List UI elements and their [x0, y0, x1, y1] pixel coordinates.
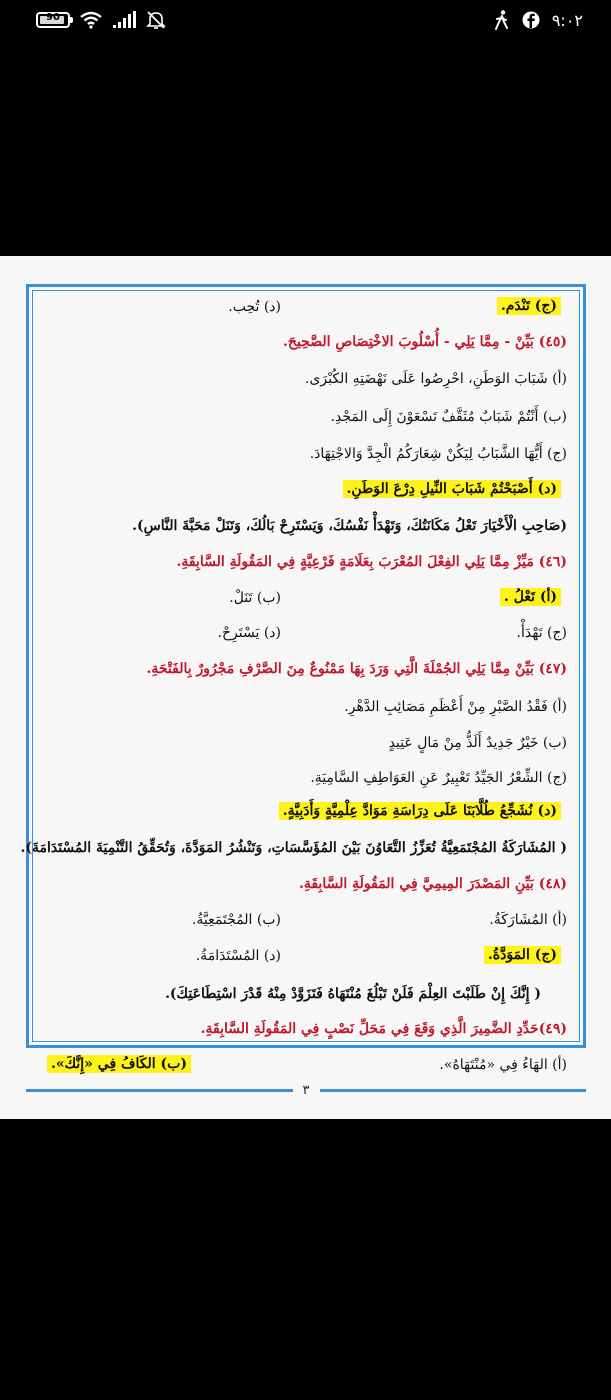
status-left-group: [36, 10, 166, 30]
question-47-option-c: (ج) الشِّعْرُ الجَيِّدُ تَعْبِيرٌ عَنِ العَوَاطِفِ السَّامِيَةِ.: [310, 770, 567, 786]
facebook-icon: [522, 11, 540, 29]
page-number: ٣: [293, 1083, 320, 1098]
question-46: (٤٦) مَيِّزْ مِمَّا يَلِي الفِعْلَ المُعْرَبَ بِعَلَامَةٍ فَرْعِيَّةٍ فِي المَقُولَةِ السَّابِقَةِ.: [176, 554, 567, 570]
battery-level: 90: [46, 12, 60, 23]
walking-icon: [494, 10, 510, 30]
question-48-option-b: (ب) المُجْتَمَعِيَّةُ.: [191, 912, 281, 928]
question-45-option-d: (د) أَصْبَحْتُمْ شَبَابَ النِّيلِ دِرْعَ الوَطَنِ.: [343, 478, 561, 500]
signal-icon: [112, 11, 136, 29]
quote-2: ( المُشَارَكَةُ المُجْتَمَعِيَّةُ تُعَزِّزُ التَّعَاوُنَ بَيْنَ المُؤَسَّسَاتِ، وَتَنْشُرُ المَوَدَّةَ، وَتُحَقِّقُ التَّنْمِيَةَ المُسْتَدَامَةَ).: [20, 840, 567, 856]
question-49: (٤٩)حَدِّدِ الضَّمِيرَ الَّذِي وَقَعَ فِي مَحَلِّ نَصْبٍ فِي المَقُولَةِ السَّابِقَةِ.: [200, 1021, 567, 1037]
question-48-option-d: (د) المُسْتَدَامَةُ.: [195, 948, 281, 964]
question-49-option-b: (ب) الكَافُ فِي «إِنَّكَ».: [47, 1053, 191, 1075]
page-number-bar: [26, 1078, 586, 1102]
question-46-option-d: (د) يَسْتَرِحْ.: [217, 625, 281, 641]
status-bar: [0, 0, 611, 46]
question-46-option-c: (ج) تَهْدَأْ.: [516, 625, 567, 641]
status-right-group: [494, 10, 583, 30]
question-45-option-b: (ب) أَنْتُمْ شَبَابٌ مُثَقَّفٌ تَسْعَوْنَ إِلَى المَجْدِ.: [330, 409, 567, 425]
question-47-option-a: (أ) فَقْدُ الصَّبْرِ مِنْ أَعْظَمِ مَصَائِبِ الدَّهْرِ.: [344, 699, 567, 715]
question-48-option-c: (ج) المَوَدَّةُ.: [484, 944, 561, 966]
question-48: (٤٨) بَيِّنِ المَصْدَرَ المِيمِيَّ فِي المَقُولَةِ السَّابِقَةِ.: [298, 876, 567, 892]
battery-icon: [36, 12, 70, 28]
wifi-icon: [80, 11, 102, 29]
question-46-option-a: (أ) تَعْلُ .: [500, 586, 561, 608]
question-45-option-c: (ج) أَيُّهَا الشَّبَابُ لِيَكُنْ شِعَارَكُمُ الْجِدَّ وَالاجْتِهَادَ.: [309, 446, 567, 462]
quote-3: ( إِنَّكَ إِنْ طَلَبْتَ العِلْمَ فَلَنْ تَبْلُغَ مُنْتَهَاهُ فَتَزَوَّدْ مِنْهُ قَدْرَ اسْتِطَاعَتِكَ).: [165, 986, 541, 1002]
question-47-option-d: (د) نُشَجِّعُ طُلَّابَنَا عَلَى دِرَاسَةِ مَوَادَّ عِلْمِيَّةٍ وَأَدَبِيَّةٍ.: [279, 800, 561, 822]
question-45: (٤٥) بَيِّنْ - مِمَّا يَلِي - أُسْلُوبَ الاخْتِصَاصِ الصَّحِيحَ.: [283, 334, 567, 350]
notifications-off-icon: [146, 10, 166, 30]
question-45-option-a: (أ) شَبَابَ الوَطَنِ، احْرِصُوا عَلَى نَهْضَتِهِ الكُبْرَى.: [304, 371, 567, 387]
document-page: [0, 256, 611, 1119]
question-47-option-b: (ب) خَيْرٌ جَدِيدٌ أَلَذُّ مِنْ مَالٍ عَتِيدٍ: [388, 735, 567, 751]
quote-1: (صَاحِبِ الْأَخْيَارَ تَعْلُ مَكَانَتُكَ، وَتَهْدَأْ نَفْسُكَ، وَيَسْتَرِحْ بَالُكَ، وَتَنَلْ مَحَبَّةَ النَّاسِ).: [132, 518, 567, 534]
question-48-option-a: (أ) المُشَارَكَةُ.: [489, 912, 567, 928]
answer-d-top: (د) تُحِب.: [228, 299, 281, 315]
answer-c-top: (ج) تَنْدَم.: [497, 295, 561, 317]
question-46-option-b: (ب) تَنَلْ.: [229, 590, 281, 606]
clock: ٩:٠٢: [551, 10, 583, 30]
question-49-option-a: (أ) الهَاءُ فِي «مُنْتَهَاهُ».: [439, 1057, 567, 1073]
question-47: (٤٧) بَيِّنْ مِمَّا يَلِي الجُمْلَةَ الَّتِي وَرَدَ بِهَا مَمْنُوعٌ مِنَ الصَّرْفِ مَجْرُورٌ بِالفَتْحَةِ.: [146, 661, 567, 677]
